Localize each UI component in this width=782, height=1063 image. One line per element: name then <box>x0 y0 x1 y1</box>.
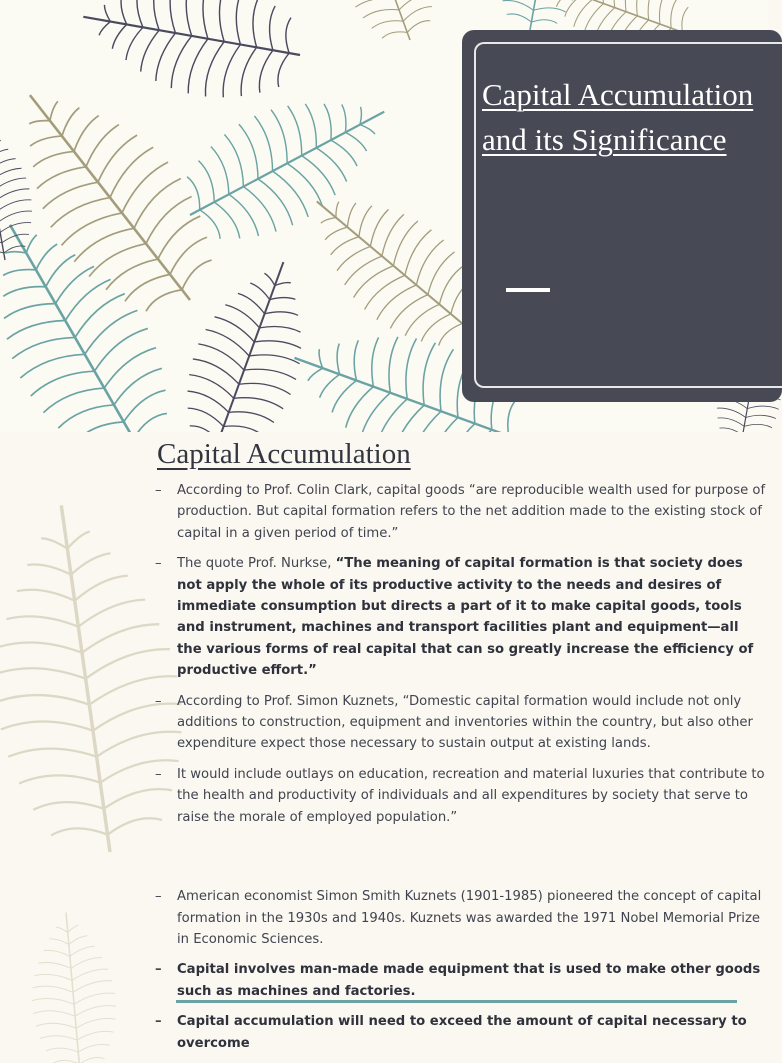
bullet-text: According to Prof. Colin Clark, capital goods “are reproducible wealth used for purpose of production. But capital formation refers to the net addition made to the existing stock of capital in a given period of time.” <box>177 483 766 541</box>
title-divider <box>506 288 550 292</box>
bullet-dash: – <box>155 766 162 782</box>
list-item <box>155 764 767 828</box>
list-item <box>155 959 767 1002</box>
slide-title: Capital Accumulation and its Significance <box>482 77 754 157</box>
bullet-dash: – <box>155 962 162 978</box>
bullet-quote-bold: “The meaning of capital formation is that society does not apply the whole of its productive activity to the needs and desires of immediate consumption but directs a part of it to make capital goods, tools and instrument, machines and transport facilities plant and equipment—all the various forms of real capital that can so greatly increase the efficiency of productive effort.” <box>177 556 754 679</box>
list-item <box>155 691 767 755</box>
title-slide <box>0 0 768 432</box>
list-item <box>155 480 767 544</box>
feather-khaki-left <box>0 53 243 341</box>
bullet-dash: – <box>155 483 162 498</box>
bullet-text: The quote Prof. Nurkse, <box>177 556 332 572</box>
feather-khaki-top <box>316 0 449 54</box>
section-heading: Capital Accumulation <box>157 438 411 470</box>
bullet-dash: – <box>155 889 162 905</box>
teal-divider-line <box>176 1000 737 1003</box>
bullet-dash: – <box>155 556 162 572</box>
content-slide <box>0 432 768 1051</box>
bullet-text: Capital accumulation will need to exceed the amount of capital necessary to overcome <box>177 1014 747 1051</box>
list-item <box>155 553 767 681</box>
bullet-text: It would include outlays on education, recreation and material luxuries that contribute to the health and productivity of individuals and all expenditures by society that serve to raise the morale of employed population.” <box>177 766 765 825</box>
list-item <box>155 1011 767 1054</box>
bullet-dash: – <box>155 693 162 709</box>
title-card <box>462 30 782 402</box>
bullet-list <box>155 480 767 1063</box>
bullet-text: According to Prof. Simon Kuznets, “Domestic capital formation would include not only additions to construction, equipment and inventories within the country, but also other expenditure expect those necessary to sustain output at existing lands. <box>177 693 753 752</box>
bullet-text: American economist Simon Smith Kuznets (1901-1985) pioneered the concept of capital formation in the 1930s and 1940s. Kuznets was awarded the 1971 Nobel Memorial Prize in Economic Sciences. <box>177 889 762 947</box>
list-item <box>155 886 767 950</box>
feather-navy-top <box>73 0 310 111</box>
bullet-dash: – <box>155 1014 162 1030</box>
bullet-text: Capital involves man-made made equipment that is used to make other goods such as machines and factories. <box>177 962 761 999</box>
